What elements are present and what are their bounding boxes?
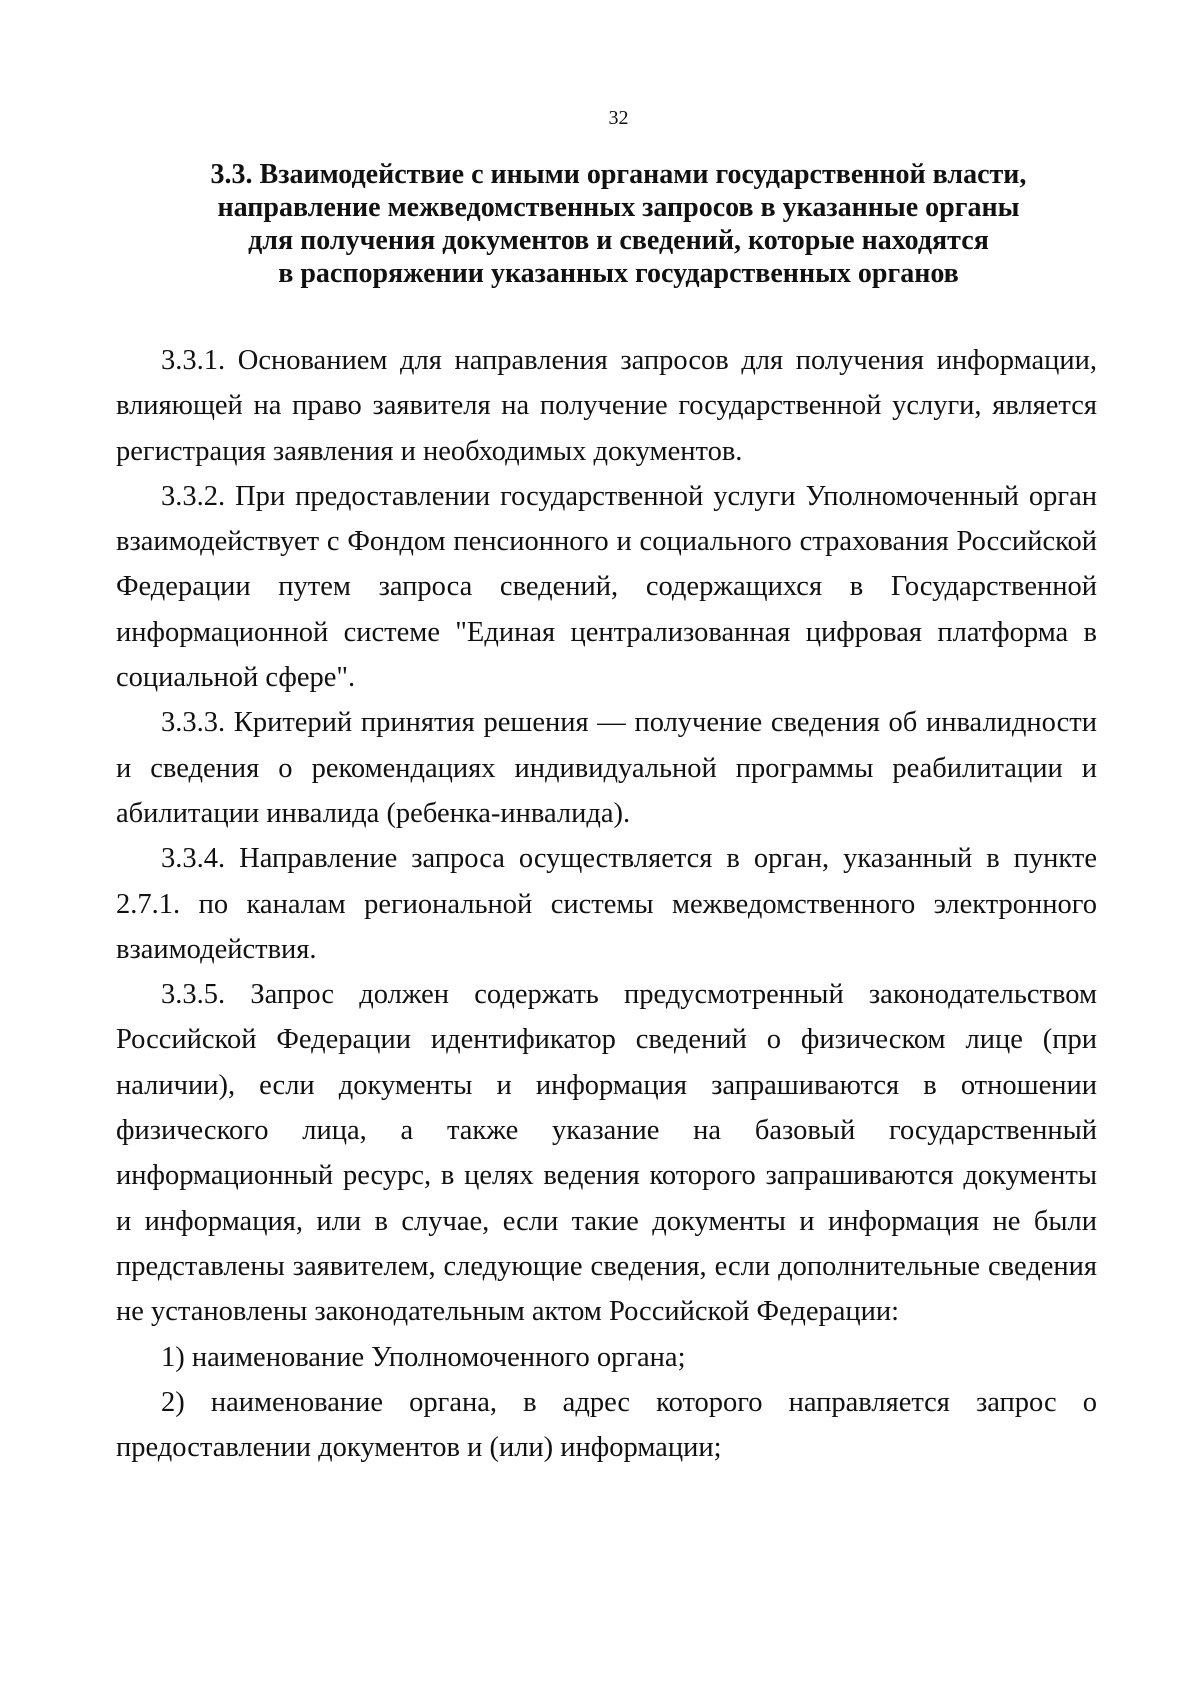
document-body [116,338,1097,1470]
heading-line: направление межведомственных запросов в указанные органы [217,192,1020,223]
paragraph-3-3-4: 3.3.4. Направление запроса осуществляется в орган, указанный в пункте 2.7.1. по каналам региональной системы межведомственного электронного взаимодействия. [116,843,1097,965]
list-item-1: 1) наименование Уполномоченного органа; [161,1341,686,1373]
paragraph-3-3-2: 3.3.2. При предоставлении государственной услуги Уполномоченный орган взаимодействует с Фондом пенсионного и социального страхования Российской Федерации путем запроса сведений, содержащихся в Государственной информационной системе "Единая централизованная цифровая платформа в социальной сфере". [116,480,1097,694]
heading-line: в распоряжении указанных государственных органов [278,258,959,289]
paragraph-3-3-3: 3.3.3. Критерий принятия решения — получение сведения об инвалидности и сведения о рекомендациях индивидуальной программы реабилитации и абилитации инвалида (ребенка-инвалида). [116,707,1097,829]
heading-line: для получения документов и сведений, которые находятся [248,225,989,256]
page-number: 32 [608,107,629,129]
paragraph-3-3-1: 3.3.1. Основанием для направления запросов для получения информации, влияющей на право заявителя на получение государственной услуги, является регистрация заявления и необходимых документов. [116,345,1097,467]
list-item-2: 2) наименование органа, в адрес которого направляется запрос о предоставлении документов и (или) информации; [116,1386,1097,1464]
heading-line: 3.3. Взаимодействие с иными органами государственной власти, [210,159,1027,190]
section-heading [140,158,1097,290]
paragraph-3-3-5: 3.3.5. Запрос должен содержать предусмотренный законодательством Российской Федерации идентификатор сведений о физическом лице (при наличии), если документы и информация запрашиваются в отношении физического лица, а также указание на базовый государственный информационный ресурс, в целях ведения которого запрашиваются документы и информация, или в случае, если такие документы и информация не были представлены заявителем, следующие сведения, если дополнительные сведения не установлены законодательным актом Российской Федерации: [116,979,1097,1328]
